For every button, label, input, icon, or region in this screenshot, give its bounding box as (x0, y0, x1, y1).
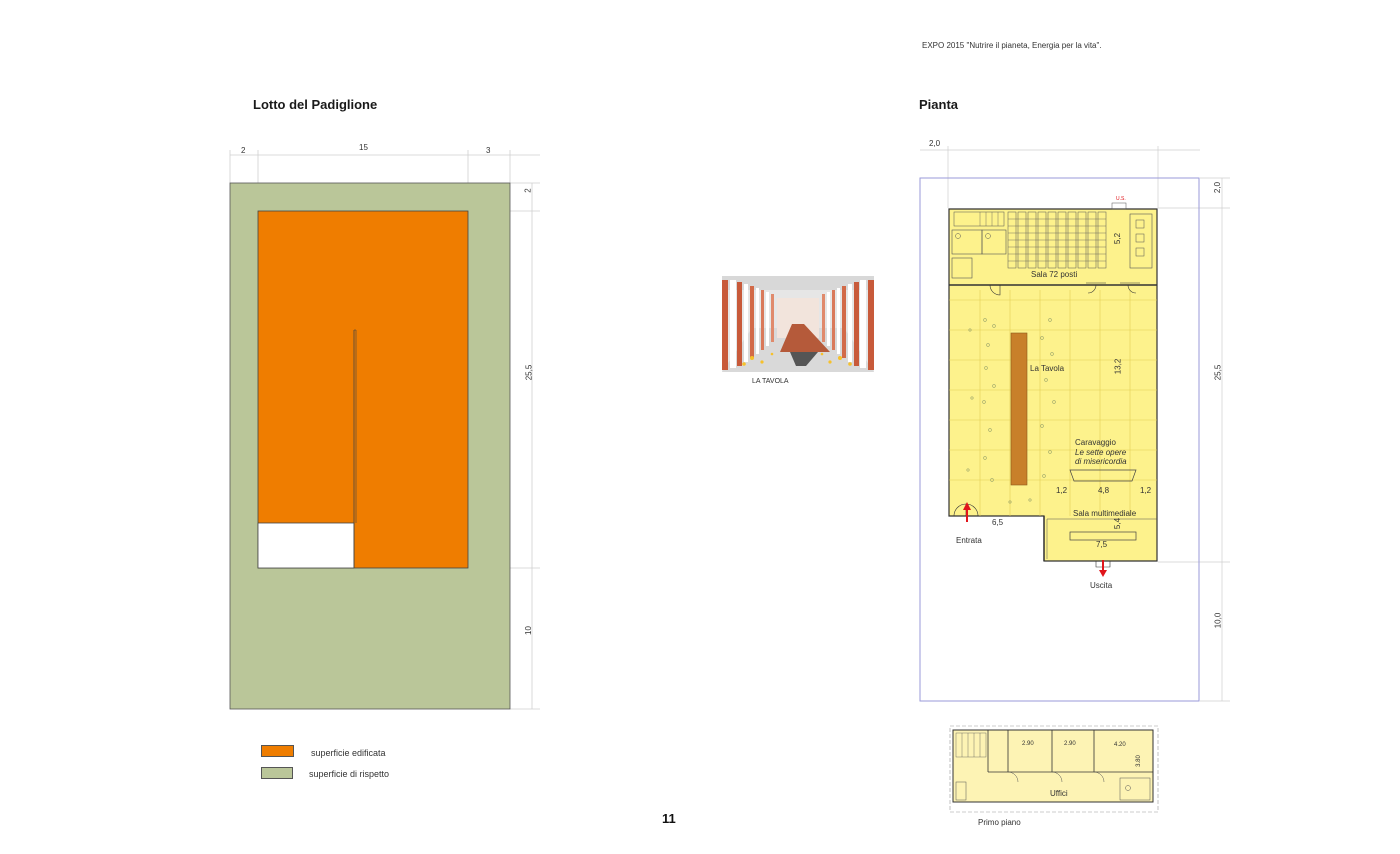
ff-dim-c: 4.20 (1114, 742, 1126, 748)
multimedia-label: Sala multimediale (1073, 509, 1137, 518)
sala-dim: 5,2 (1113, 232, 1123, 245)
first-floor-caption: Primo piano (978, 818, 1021, 827)
ff-dim-a: 2.90 (1022, 741, 1034, 747)
lot-dim-bottom: 10 (523, 626, 533, 635)
entrance-notch (258, 523, 354, 568)
dim-6-5: 6,5 (992, 518, 1004, 527)
exit-label: Uscita (1090, 581, 1113, 590)
page-number: 11 (662, 811, 676, 826)
lot-dim-width: 15 (359, 143, 368, 152)
office-label: Uffici (1050, 789, 1068, 798)
lot-dim-depth: 25,5 (524, 364, 534, 381)
legend-label-built: superficie edificata (311, 748, 386, 758)
ff-dim-d: 3.80 (1135, 755, 1142, 767)
us-label: U.S. (1116, 196, 1126, 202)
exit-arrow (1099, 560, 1107, 577)
entrance-label: Entrata (956, 536, 982, 545)
caravaggio-title: Caravaggio (1075, 438, 1116, 447)
plan-dim-left: 2,0 (929, 139, 941, 148)
built-area (258, 211, 468, 568)
dim-1-2-left: 1,2 (1056, 486, 1068, 495)
caravaggio-work-1: Le sette opere (1075, 448, 1127, 457)
dim-1-2-right: 1,2 (1140, 486, 1152, 495)
tavola-label: La Tavola (1030, 364, 1065, 373)
ff-dim-b: 2.90 (1064, 741, 1076, 747)
render-caption: LA TAVOLA (752, 378, 789, 385)
lot-diagram (220, 135, 560, 725)
lot-dim-left: 2 (241, 146, 246, 155)
render-image (722, 276, 874, 372)
dim-4-8: 4,8 (1098, 486, 1110, 495)
tavola-dim: 13,2 (1113, 358, 1123, 375)
legend-swatch-buffer (261, 767, 293, 779)
plan-dim-top: 2,0 (1213, 181, 1223, 194)
lot-dim-right: 3 (486, 146, 491, 155)
plan-dim-depth: 25,5 (1213, 364, 1223, 381)
legend-label-buffer: superficie di rispetto (309, 769, 390, 779)
lot-title: Lotto del Padiglione (253, 97, 378, 112)
dim-7-5: 7,5 (1096, 540, 1108, 549)
plan-title: Pianta (919, 97, 959, 112)
sala-label: Sala 72 posti (1031, 270, 1078, 279)
first-floor-plan (948, 724, 1160, 814)
legend-swatch-built (261, 745, 294, 757)
floor-plan (910, 140, 1240, 720)
plan-dim-back: 10,0 (1213, 612, 1223, 629)
lot-dim-top: 2 (523, 188, 533, 193)
multimedia-dim: 5,4 (1113, 517, 1123, 530)
expo-caption: EXPO 2015 "Nutrire il pianeta, Energia per la vita". (922, 41, 1102, 50)
caravaggio-work-2: di misericordia (1075, 457, 1127, 466)
